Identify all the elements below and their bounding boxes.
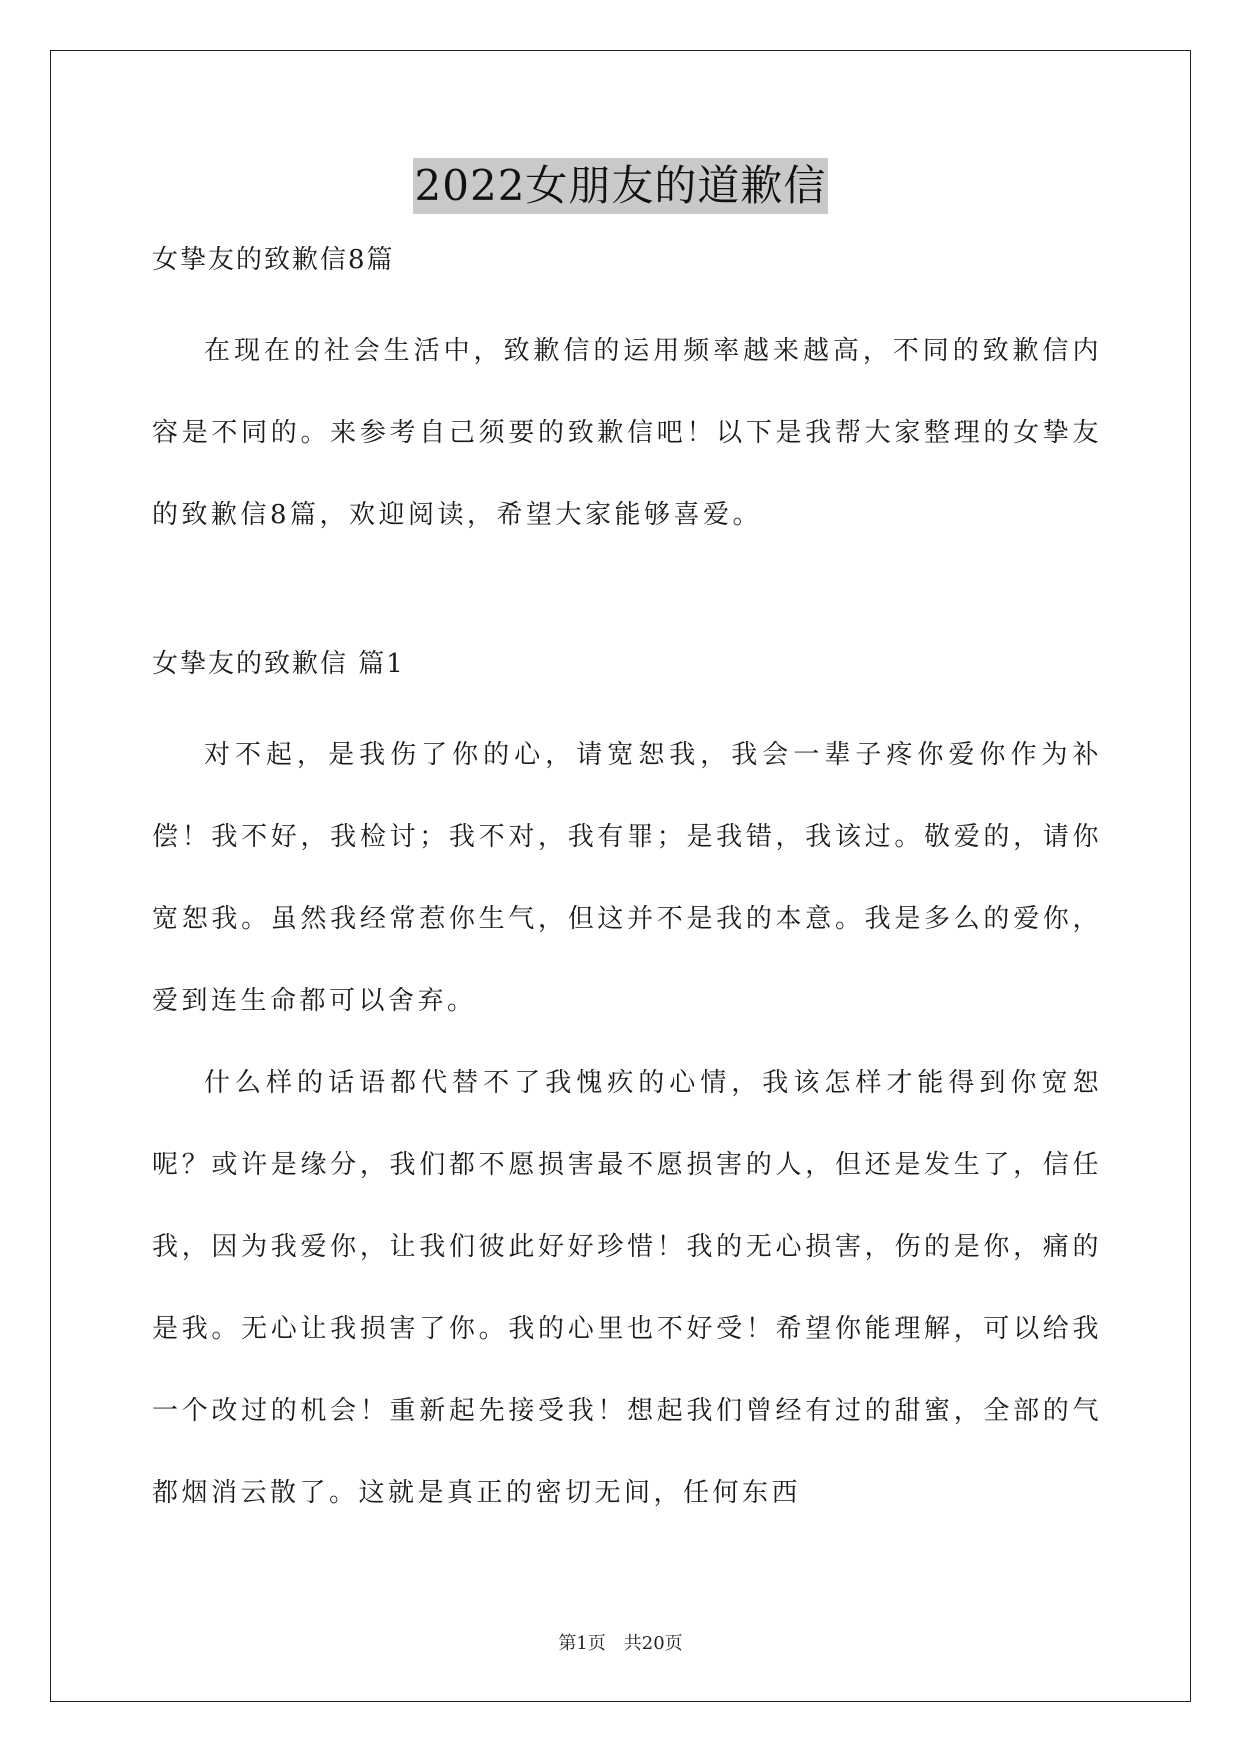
document-body — [152, 240, 1102, 1534]
body-paragraph-2: 什么样的话语都代替不了我愧疚的心情，我该怎样才能得到你宽恕呢？或许是缘分，我们都不愿损害最不愿损害的人，但还是发生了，信任我，因为我爱你，让我们彼此好好珍惜！我的无心损害，伤的是你，痛的是我。无心让我损害了你。我的心里也不好受！希望你能理解，可以给我一个改过的机会！重新起先接受我！想起我们曾经有过的甜蜜，全部的气都烟消云散了。这就是真正的密切无间，任何东西 — [152, 1068, 1102, 1508]
document-title: 2022女朋友的道歉信 — [413, 158, 829, 214]
section-heading: 女挚友的致歉信 篇1 — [152, 649, 405, 679]
title-container — [0, 158, 1241, 214]
intro-paragraph: 在现在的社会生活中，致歉信的运用频率越来越高，不同的致歉信内容是不同的。来参考自己须要的致歉信吧！以下是我帮大家整理的女挚友的致歉信8篇，欢迎阅读，希望大家能够喜爱。 — [152, 336, 1102, 530]
document-subtitle: 女挚友的致歉信8篇 — [152, 245, 395, 275]
body-paragraph-1: 对不起，是我伤了你的心，请宽恕我，我会一辈子疼你爱你作为补偿！我不好，我检讨；我不对，我有罪；是我错，我该过。敬爱的，请你宽恕我。虽然我经常惹你生气，但这并不是我的本意。我是多么的爱你，爱到连生命都可以舍弃。 — [152, 740, 1102, 1016]
page-footer: 第1页 共20页 — [558, 1633, 683, 1654]
